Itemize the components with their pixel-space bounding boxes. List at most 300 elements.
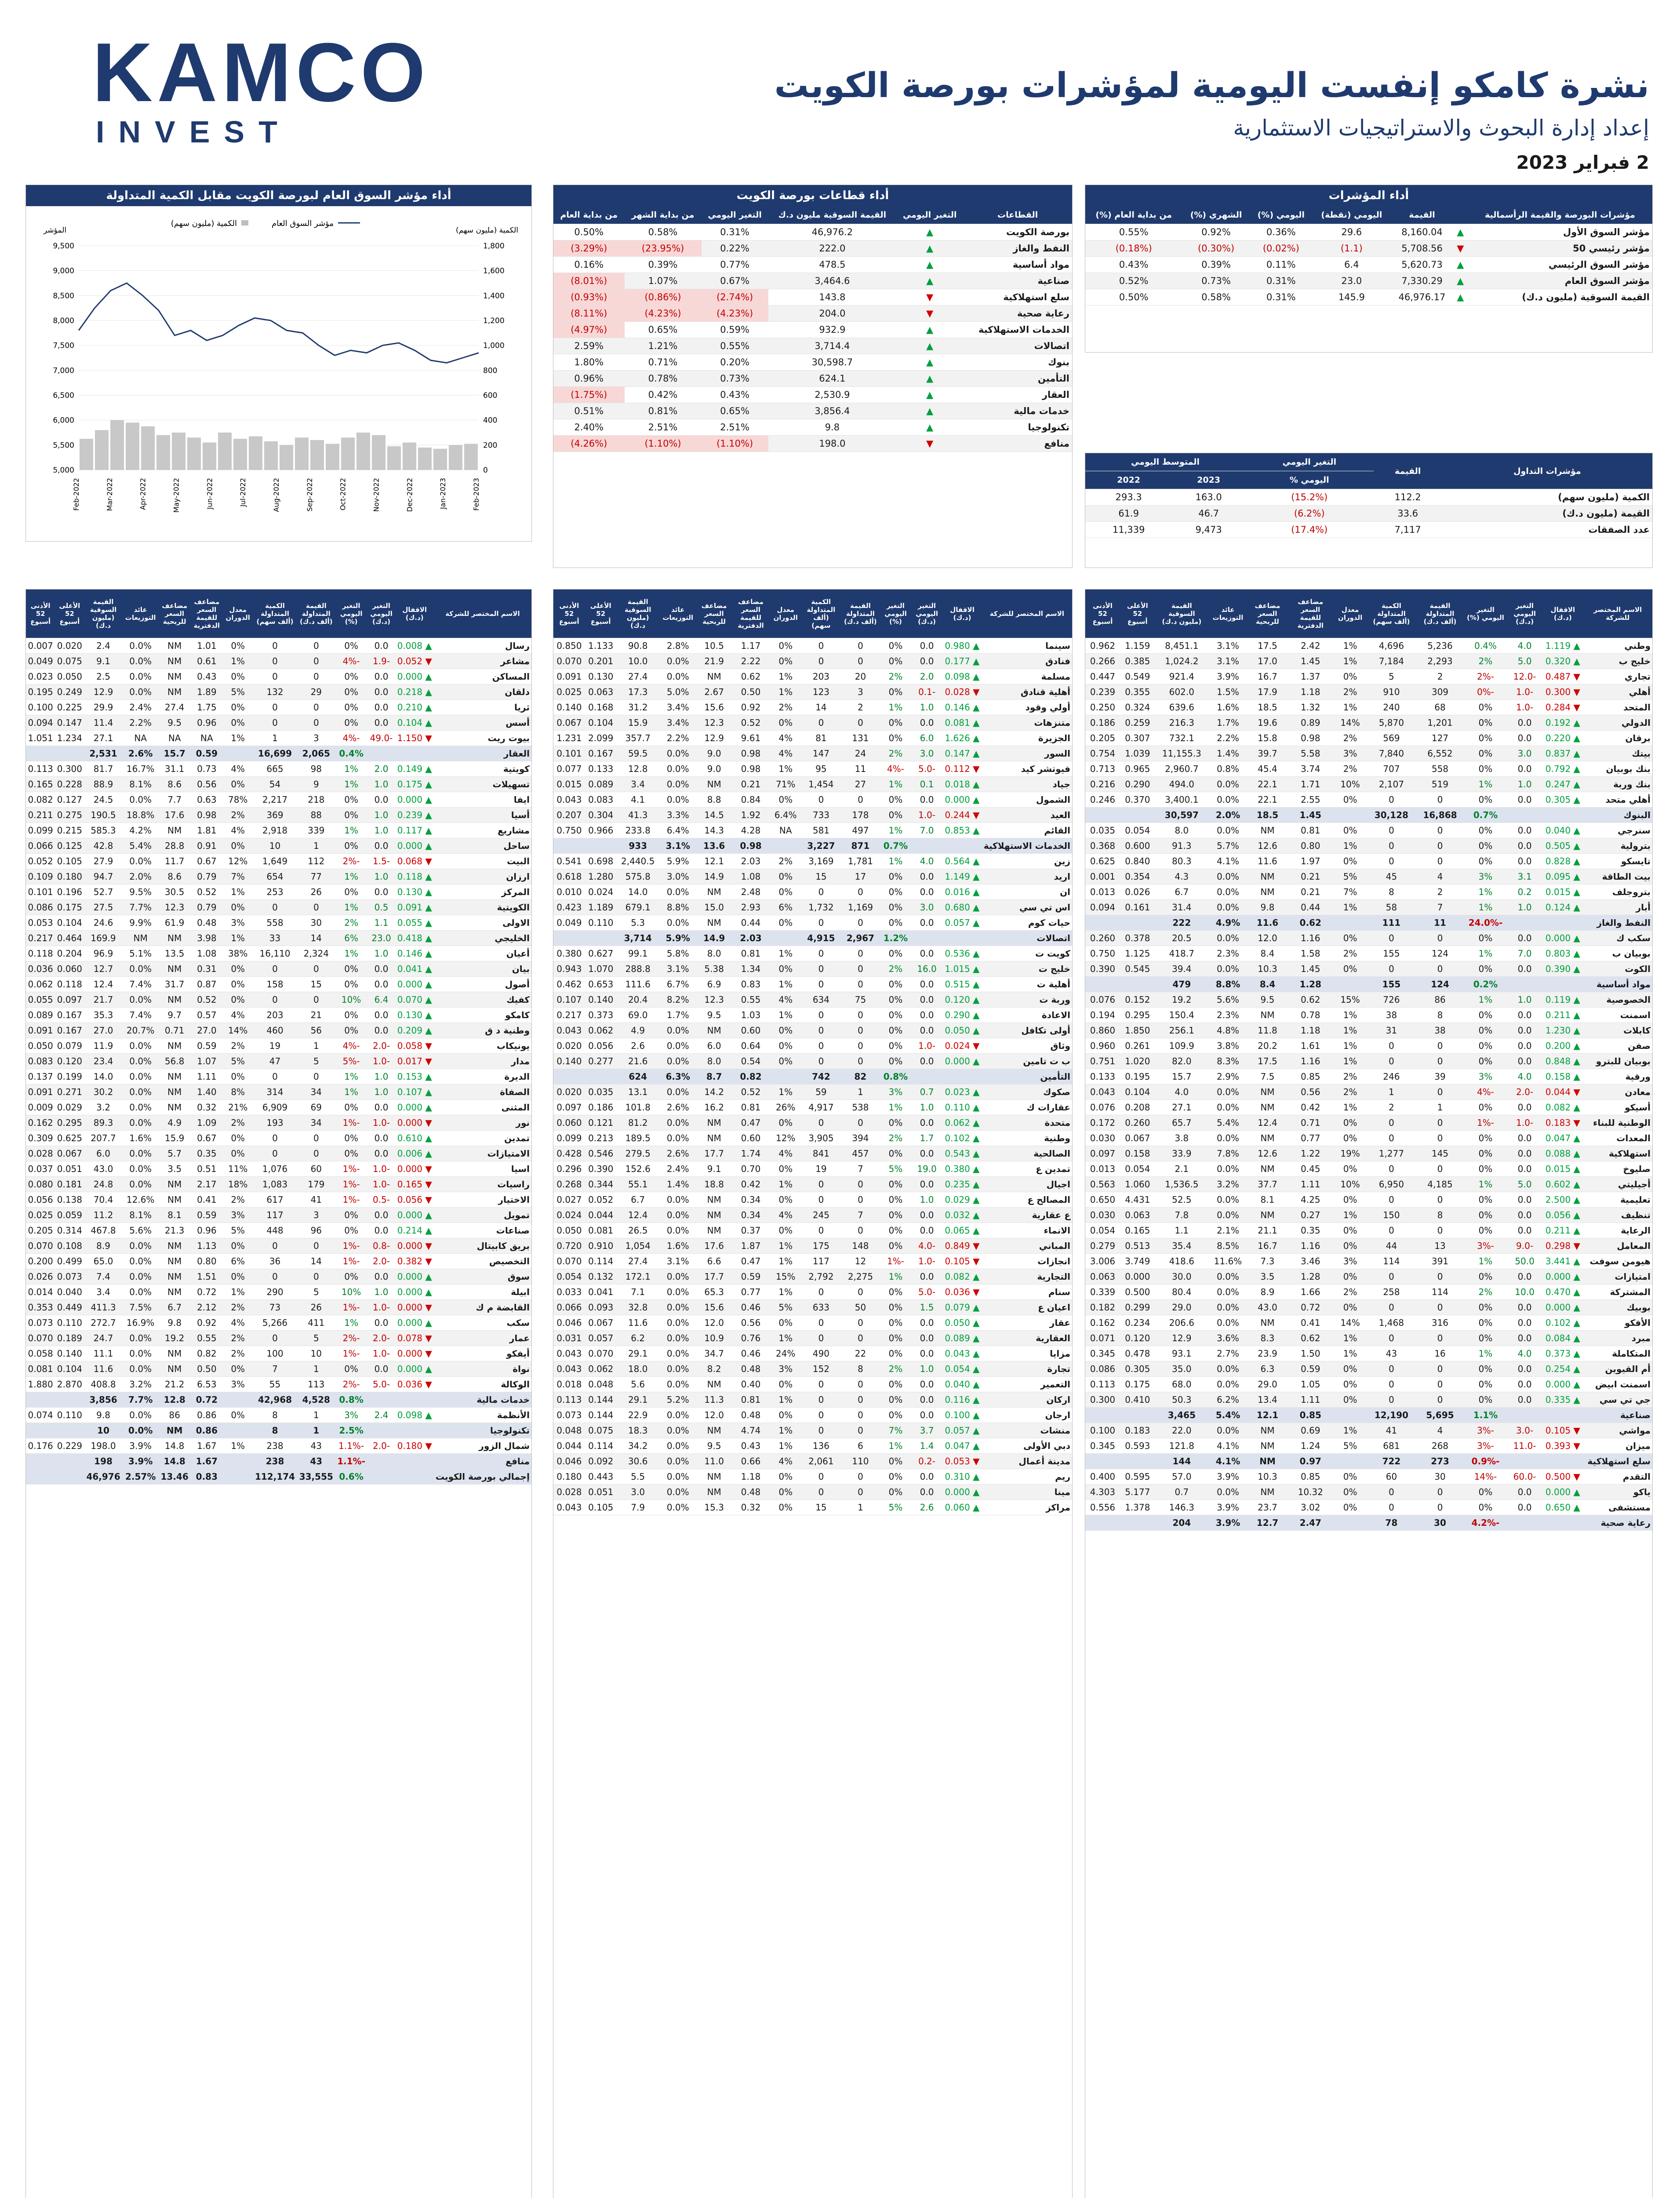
stock-pb: 0.43 xyxy=(191,669,223,684)
stock-mcap: 80.3 xyxy=(1155,854,1209,869)
stock-52w-high: 0.275 xyxy=(55,808,84,823)
stock-volume: 6,950 xyxy=(1367,1177,1416,1192)
stock-volume: 0 xyxy=(1367,1038,1416,1054)
stock-name: الخدمات الاستهلاكية xyxy=(982,838,1072,854)
stock-change: 0.0 xyxy=(1507,1008,1542,1023)
stock-change: -2.0 xyxy=(367,1438,396,1454)
stock-pb: 1.81 xyxy=(191,823,223,838)
stock-mcap: 233.8 xyxy=(617,823,659,838)
stock-pe: 43.0 xyxy=(1247,1300,1287,1315)
stock-close: ▲ 0.082 xyxy=(942,1269,982,1285)
stock-row xyxy=(553,1192,1072,1208)
stock-pe: NM xyxy=(159,931,191,946)
stock-name: اعيان ع xyxy=(982,1300,1072,1315)
stock-name: ارزان xyxy=(434,869,531,884)
stock-mcap: 3.0 xyxy=(617,1485,659,1500)
stock-mcap: 198.0 xyxy=(84,1438,123,1454)
stock-52w-low xyxy=(1085,1454,1120,1469)
stock-name: التأمين xyxy=(982,1069,1072,1084)
stock-pe: 9.1 xyxy=(697,1161,732,1177)
stock-value: 0 xyxy=(841,638,880,654)
stock-pb: 0.81 xyxy=(732,1392,770,1408)
stock-52w-low: 0.054 xyxy=(1085,1223,1120,1238)
stock-pe: 12.0 xyxy=(697,1315,732,1331)
stock-change-pct: 0% xyxy=(880,900,911,915)
stock-52w-high: 0.213 xyxy=(585,1131,617,1146)
trading-avg-2022: 11,339 xyxy=(1085,522,1172,538)
stock-volume: 7,840 xyxy=(1367,746,1416,761)
stock-change: 0.0 xyxy=(911,1008,942,1023)
stock-change-pct: 1% xyxy=(335,946,367,961)
stock-value: 0 xyxy=(297,654,335,669)
stock-change: 19.0 xyxy=(911,1161,942,1177)
stock-52w-low: 0.052 xyxy=(26,854,55,869)
stock-row xyxy=(26,1408,531,1423)
stock-pe: NM xyxy=(1247,1100,1287,1115)
stock-52w-high: 0.118 xyxy=(55,977,84,992)
stock-change: -0.8 xyxy=(367,1238,396,1254)
stock-yield: 2.2% xyxy=(123,715,159,731)
stock-52w-high: 0.083 xyxy=(585,792,617,808)
stock-name: المعامل xyxy=(1583,1238,1652,1254)
stock-value: 7 xyxy=(841,1208,880,1223)
stock-name: المباني xyxy=(982,1238,1072,1254)
stock-pe: NM xyxy=(159,1238,191,1254)
stock-name: الأفكو xyxy=(1583,1315,1652,1331)
stock-yield: 6.4% xyxy=(659,823,697,838)
stock-name: ياكو xyxy=(1583,1485,1652,1500)
stock-52w-high: 0.910 xyxy=(585,1238,617,1254)
stock-change: 5.0 xyxy=(1507,654,1542,669)
stock-52w-high: 0.299 xyxy=(1120,1300,1155,1315)
stock-pe: 16.2 xyxy=(697,1100,732,1115)
stock-pb: 0.81 xyxy=(1287,823,1333,838)
stock-yield: 5.0% xyxy=(659,684,697,700)
stock-volume: 78 xyxy=(1367,1515,1416,1531)
stock-52w-low: 0.080 xyxy=(26,1177,55,1192)
stock-52w-high: 0.196 xyxy=(55,884,84,900)
stock-pb: 0.72 xyxy=(191,1392,223,1408)
stock-close: ▲ 0.153 xyxy=(396,1069,434,1084)
stock-turnover: 15% xyxy=(770,1269,802,1285)
stock-turnover: 4% xyxy=(223,761,253,777)
stock-pe: 8.9 xyxy=(1247,1285,1287,1300)
stock-pb: 0.96 xyxy=(191,715,223,731)
stock-volume: 2,918 xyxy=(253,823,297,838)
stock-yield: 6.3% xyxy=(659,1069,697,1084)
volume-bar xyxy=(310,440,324,470)
stock-yield: 3.9% xyxy=(123,1454,159,1469)
stock-pe: 8.4 xyxy=(1247,977,1287,992)
stock-52w-high: 0.355 xyxy=(1120,684,1155,700)
stock-yield: 2.6% xyxy=(123,746,159,761)
stock-name: وربة ت xyxy=(982,992,1072,1008)
x-tick: Sep-2022 xyxy=(305,478,314,512)
stock-52w-low: 0.013 xyxy=(1085,1161,1120,1177)
stock-turnover: 0% xyxy=(223,838,253,854)
stock-change-pct: -4.2% xyxy=(1464,1515,1507,1531)
stock-close: ▲ 0.000 xyxy=(1542,1300,1583,1315)
stock-52w-high: 1.039 xyxy=(1120,746,1155,761)
stock-change xyxy=(1507,808,1542,823)
stock-52w-high: 1.020 xyxy=(1120,1054,1155,1069)
stock-pe: 12.1 xyxy=(1247,1408,1287,1423)
stock-yield: 0.0% xyxy=(659,1023,697,1038)
stock-name: مواشي xyxy=(1583,1423,1652,1438)
stock-close: ▲ 0.000 xyxy=(942,792,982,808)
stock-value: 145 xyxy=(1416,1146,1464,1161)
stock-pe: 34.7 xyxy=(697,1346,732,1361)
stock-turnover xyxy=(1334,915,1367,931)
stock-close: ▲ 0.023 xyxy=(942,1084,982,1100)
stock-volume: 490 xyxy=(801,1346,841,1361)
stock-change-pct: 5% xyxy=(880,1161,911,1177)
stock-row xyxy=(553,1023,1072,1038)
stock-pb: 0.21 xyxy=(1287,869,1333,884)
stock-pb: 0.34 xyxy=(732,1192,770,1208)
stock-name: أسيكو xyxy=(1583,1100,1652,1115)
stock-pe: 8.4 xyxy=(1247,946,1287,961)
stock-name: ساحل xyxy=(434,838,531,854)
stock-yield: 2.3% xyxy=(1208,946,1247,961)
stock-pe: 12.7 xyxy=(1247,1515,1287,1531)
stock-change-pct: -4% xyxy=(335,1038,367,1054)
sector-mcap: 478.5 xyxy=(768,257,896,273)
stock-pb: 0.85 xyxy=(1287,1469,1333,1485)
stock-value: 0 xyxy=(841,1054,880,1069)
stock-52w-high: 0.593 xyxy=(1120,1438,1155,1454)
stock-turnover: 0% xyxy=(1334,823,1367,838)
stock-pb: 0.59 xyxy=(191,746,223,761)
stock-name: كفيك xyxy=(434,992,531,1008)
stock-close: ▼ 0.165 xyxy=(396,1177,434,1192)
stock-name: بتروجلف xyxy=(1583,884,1652,900)
stock-change: 7.0 xyxy=(911,823,942,838)
stock-pe: 14.3 xyxy=(697,823,732,838)
stock-row xyxy=(1085,1361,1652,1377)
stock-change-pct: 0% xyxy=(880,1008,911,1023)
stock-close: ▼ 0.053 xyxy=(942,1454,982,1469)
stock-turnover: 4% xyxy=(770,746,802,761)
stock-52w-high: 0.048 xyxy=(585,1377,617,1392)
stock-mcap: 20.4 xyxy=(617,992,659,1008)
stock-yield: 0.0% xyxy=(659,1115,697,1131)
trading-chg: (15.2%) xyxy=(1245,489,1374,506)
stock-row xyxy=(553,1054,1072,1069)
stock-52w-low: 0.043 xyxy=(1085,1084,1120,1100)
stock-yield: 9.5% xyxy=(123,884,159,900)
stock-change-pct: -2% xyxy=(335,854,367,869)
stock-change-pct: 1% xyxy=(1464,777,1507,792)
stock-value: 0 xyxy=(1416,1300,1464,1315)
stock-pb: 1.32 xyxy=(1287,700,1333,715)
stock-value: 112 xyxy=(297,854,335,869)
stock-pb: 1.07 xyxy=(191,1054,223,1069)
stock-volume: 0 xyxy=(801,1285,841,1300)
stock-52w-high: 0.067 xyxy=(1120,1131,1155,1146)
sector-name: مواد أساسية xyxy=(963,257,1072,273)
stock-change: 0.0 xyxy=(911,792,942,808)
stock-value: 17 xyxy=(841,869,880,884)
stock-pe: 21.2 xyxy=(159,1377,191,1392)
stock-mcap: 3,400.1 xyxy=(1155,792,1209,808)
stock-row xyxy=(553,1361,1072,1377)
stock-name: وثاق xyxy=(982,1038,1072,1054)
stock-change: 0.0 xyxy=(367,700,396,715)
stock-pb: 1.11 xyxy=(1287,1392,1333,1408)
stock-row xyxy=(1085,931,1652,946)
stock-pe: NM xyxy=(697,1377,732,1392)
stock-mcap: 50.3 xyxy=(1155,1392,1209,1408)
stock-change-pct: 1% xyxy=(335,823,367,838)
stock-value: 0 xyxy=(841,977,880,992)
stock-turnover: 4% xyxy=(770,992,802,1008)
stock-change: 1.0 xyxy=(367,869,396,884)
stock-change-pct: 0% xyxy=(335,700,367,715)
stock-name: ثريا xyxy=(434,700,531,715)
stock-52w-high: 0.168 xyxy=(585,700,617,715)
stock-turnover: 0% xyxy=(770,715,802,731)
stock-52w-high: 1.850 xyxy=(1120,1023,1155,1038)
stock-close: ▼ 0.300 xyxy=(1542,684,1583,700)
stock-volume: 175 xyxy=(801,1238,841,1254)
stock-pb: 1.16 xyxy=(1287,931,1333,946)
stock-volume: 132 xyxy=(253,684,297,700)
stock-value: 127 xyxy=(1416,731,1464,746)
stock-yield: 0.0% xyxy=(659,1208,697,1223)
stock-pe: 8.0 xyxy=(697,1054,732,1069)
stock-volume: 0 xyxy=(801,1392,841,1408)
stock-52w-high: 0.138 xyxy=(55,1192,84,1208)
stock-volume: 681 xyxy=(1367,1438,1416,1454)
stock-52w-high: 0.199 xyxy=(55,1069,84,1084)
stock-value: 14 xyxy=(297,931,335,946)
stock-52w-low: 0.176 xyxy=(26,1438,55,1454)
stock-row xyxy=(26,1008,531,1023)
stock-mcap: 2,531 xyxy=(84,746,123,761)
stock-row xyxy=(1085,684,1652,700)
stock-pe: NM xyxy=(159,992,191,1008)
stock-pb: 0.48 xyxy=(191,915,223,931)
stock-52w-high xyxy=(1120,1454,1155,1469)
stock-yield: 8.3% xyxy=(1208,1054,1247,1069)
stock-change-pct: 0% xyxy=(880,1454,911,1469)
sector-daily: (2.74%) xyxy=(702,289,768,306)
stock-pb: 0.96 xyxy=(191,1223,223,1238)
x-tick: Mar-2022 xyxy=(105,478,114,511)
stock-value: 2,065 xyxy=(297,746,335,761)
stock-yield: 0.0% xyxy=(659,1469,697,1485)
sector-mcap: 9.8 xyxy=(768,419,896,436)
stock-52w-low: 0.007 xyxy=(26,638,55,654)
stock-change-pct: 0% xyxy=(335,684,367,700)
stock-close: ▼ 0.000 xyxy=(396,1161,434,1177)
stock-turnover: 1% xyxy=(770,1008,802,1023)
volume-bar xyxy=(372,435,385,470)
stock-volume: 0 xyxy=(801,1177,841,1192)
stock-mcap: 4.9 xyxy=(617,1023,659,1038)
stock-name: العقارية xyxy=(982,1331,1072,1346)
stock-mcap: 12.9 xyxy=(1155,1331,1209,1346)
stock-pb: 0.44 xyxy=(732,915,770,931)
stock-pb: 1.71 xyxy=(1287,777,1333,792)
stock-52w-high: 0.070 xyxy=(585,1346,617,1361)
stock-volume: 0 xyxy=(253,1069,297,1084)
stock-change-pct: 0% xyxy=(880,1331,911,1346)
stock-value: 5 xyxy=(297,1054,335,1069)
stock-volume: 0 xyxy=(801,638,841,654)
index-value: 46,976.17 xyxy=(1391,289,1453,306)
stock-yield: 2.9% xyxy=(1208,1069,1247,1084)
stock-value: 339 xyxy=(297,823,335,838)
stock-pb: 0.98 xyxy=(191,808,223,823)
stock-close: ▼ 0.298 xyxy=(1542,1238,1583,1254)
stock-name: تسهيلات xyxy=(434,777,531,792)
stock-mcap: 17.3 xyxy=(617,684,659,700)
stock-row xyxy=(553,638,1072,654)
sector-total-row xyxy=(1085,1515,1652,1531)
stock-52w-low: 0.094 xyxy=(1085,900,1120,915)
sector-total-row xyxy=(1085,808,1652,823)
stock-name: ميزان xyxy=(1583,1438,1652,1454)
stock-mcap: 30.2 xyxy=(84,1084,123,1100)
stock-52w-high: 0.324 xyxy=(1120,700,1155,715)
stock-value: 0 xyxy=(841,961,880,977)
stock-mcap: 418.6 xyxy=(1155,1254,1209,1269)
stock-52w-high: 0.304 xyxy=(585,808,617,823)
stock-volume: 117 xyxy=(801,1254,841,1269)
stock-pb: 0.59 xyxy=(191,1208,223,1223)
stock-close: ▲ 0.060 xyxy=(942,1500,982,1515)
stock-pe: 10.5 xyxy=(697,638,732,654)
stock-52w-high: 0.133 xyxy=(585,761,617,777)
stock-turnover: 0% xyxy=(223,992,253,1008)
stock-value: 148 xyxy=(841,1238,880,1254)
stock-52w-low: 0.447 xyxy=(1085,669,1120,684)
stock-turnover xyxy=(770,1069,802,1084)
stock-volume: 0 xyxy=(1367,838,1416,854)
stock-close: ▲ 0.118 xyxy=(396,869,434,884)
stock-change: -1.0 xyxy=(367,1300,396,1315)
stock-name: مزايا xyxy=(982,1346,1072,1361)
stock-change-pct: 0% xyxy=(335,1361,367,1377)
stock-volume: 42,968 xyxy=(253,1392,297,1408)
stock-pe: 8.1 xyxy=(1247,1192,1287,1208)
stock-volume: 33 xyxy=(253,931,297,946)
stock-change-pct: 0% xyxy=(880,1346,911,1361)
stock-value: 124 xyxy=(1416,946,1464,961)
stock-change-pct: 0% xyxy=(880,1285,911,1300)
stock-close: ▼ 0.487 xyxy=(1542,669,1583,684)
stock-row xyxy=(553,1300,1072,1315)
stock-row xyxy=(1085,1100,1652,1115)
stock-row xyxy=(553,731,1072,746)
trading-panel xyxy=(1085,453,1653,568)
stock-volume: 240 xyxy=(1367,700,1416,715)
stock-turnover: 0% xyxy=(1334,1131,1367,1146)
stock-pe: 20.2 xyxy=(1247,1038,1287,1054)
stock-volume: 0 xyxy=(1367,1300,1416,1315)
stock-pb: 0.84 xyxy=(732,792,770,808)
stock-name: الرعاية xyxy=(1583,1223,1652,1238)
stock-52w-low: 0.100 xyxy=(26,700,55,715)
stock-pb: 0.59 xyxy=(191,1038,223,1054)
stock-close: ▼ 0.105 xyxy=(1542,1423,1583,1438)
stock-mcap: 121.8 xyxy=(1155,1438,1209,1454)
stock-mcap: 6.7 xyxy=(1155,884,1209,900)
stock-value: 2 xyxy=(1416,884,1464,900)
stock-close: ▲ 0.602 xyxy=(1542,1177,1583,1192)
stock-close: ▲ 0.124 xyxy=(1542,900,1583,915)
stock-value: 27 xyxy=(841,777,880,792)
stock-yield: 3.1% xyxy=(659,961,697,977)
stock-row xyxy=(1085,946,1652,961)
stock-52w-low: 0.140 xyxy=(553,700,585,715)
stock-yield: NA xyxy=(123,731,159,746)
stock-52w-low xyxy=(1085,1408,1120,1423)
stock-yield: 12.6% xyxy=(123,1192,159,1208)
stock-pe: NM xyxy=(159,1100,191,1115)
stock-volume: 16,699 xyxy=(253,746,297,761)
stock-pb: 0.47 xyxy=(732,1254,770,1269)
stock-turnover: 0% xyxy=(770,1161,802,1177)
stock-pb: 0.50 xyxy=(732,684,770,700)
volume-bar xyxy=(464,444,478,470)
stock-close: ▲ 0.239 xyxy=(396,808,434,823)
stock-value: 0 xyxy=(841,1008,880,1023)
stock-name: التجارية xyxy=(982,1269,1072,1285)
stock-volume: 258 xyxy=(1367,1285,1416,1300)
stock-volume: 0 xyxy=(801,1331,841,1346)
stock-change: 1.0 xyxy=(1507,900,1542,915)
stock-pb: 1.01 xyxy=(191,638,223,654)
stock-52w-high: 0.067 xyxy=(585,1315,617,1331)
stock-col-header: عائد التوزيعات xyxy=(123,590,159,638)
stock-volume: 155 xyxy=(1367,977,1416,992)
stock-turnover: 1% xyxy=(1334,638,1367,654)
stock-mcap: 70.4 xyxy=(84,1192,123,1208)
stock-yield: 5.4% xyxy=(1208,1115,1247,1131)
stock-change: 0.0 xyxy=(911,1408,942,1423)
stock-52w-high: 1.234 xyxy=(55,731,84,746)
stock-pe: 18.8 xyxy=(697,1177,732,1192)
stock-name: اسمنت xyxy=(1583,1008,1652,1023)
stock-52w-high: 0.051 xyxy=(55,1161,84,1177)
stock-pe: NM xyxy=(159,1254,191,1269)
stock-pb: 0.87 xyxy=(191,977,223,992)
stock-turnover xyxy=(1334,1454,1367,1469)
stock-row xyxy=(26,638,531,654)
stock-pb: 1.03 xyxy=(732,1008,770,1023)
stock-yield: 0.0% xyxy=(659,654,697,669)
stock-turnover: 14% xyxy=(1334,715,1367,731)
stock-close: ▲ 0.218 xyxy=(396,684,434,700)
stock-pe: NM xyxy=(697,1485,732,1500)
y-tick-right: 800 xyxy=(483,366,498,375)
stock-close xyxy=(396,1469,434,1485)
stock-row xyxy=(26,1438,531,1454)
stock-pb: 1.05 xyxy=(1287,1377,1333,1392)
volume-bar xyxy=(403,443,416,470)
stock-volume: 203 xyxy=(801,669,841,684)
stock-change: 0.0 xyxy=(1507,961,1542,977)
stock-yield: 0.0% xyxy=(659,1438,697,1454)
stock-value: 131 xyxy=(841,731,880,746)
sector-arrow: ▲ xyxy=(896,371,963,387)
stock-mcap: 150.4 xyxy=(1155,1008,1209,1023)
stock-mcap: 6.2 xyxy=(617,1331,659,1346)
stock-pb: 0.27 xyxy=(1287,1208,1333,1223)
